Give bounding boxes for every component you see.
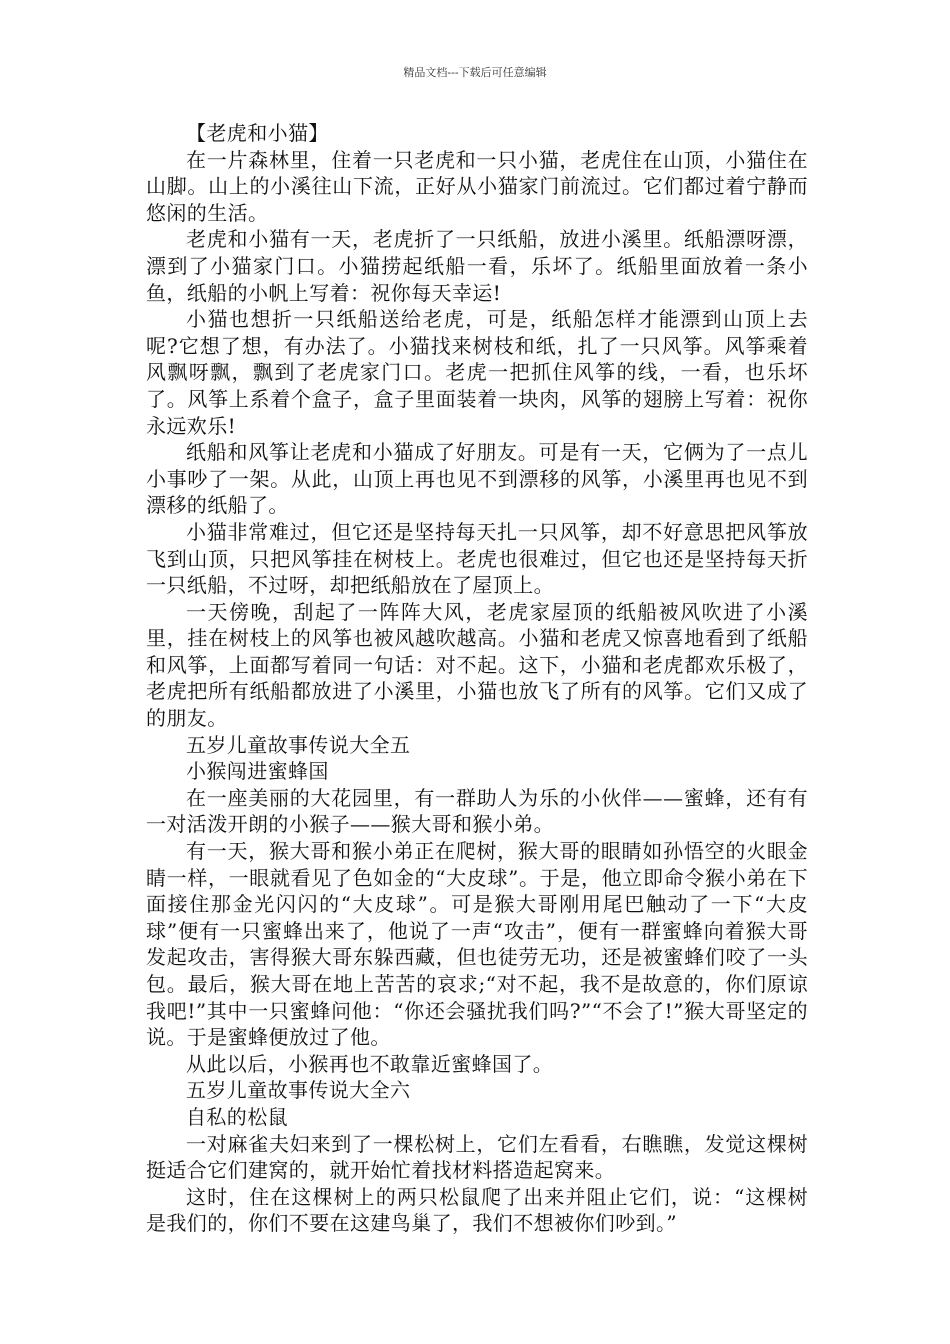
paragraph: 小猫非常难过，但它还是坚持每天扎一只风筝，却不好意思把风筝放飞到山顶，只把风筝挂在树枝上。老虎也很难过，但它也还是坚持每天折一只纸船，不过呀，却把纸船放在了屋顶上。 xyxy=(146,519,808,598)
paragraph: 一天傍晚，刮起了一阵阵大风，老虎家屋顶的纸船被风吹进了小溪里，挂在树枝上的风筝也被风越吹越高。小猫和老虎又惊喜地看到了纸船和风筝，上面都写着同一句话：对不起。这下，小猫和老虎都欢乐极了，老虎把所有纸船都放进了小溪里，小猫也放飞了所有的风筝。它们又成了的朋友。 xyxy=(146,599,808,731)
section-heading: 五岁儿童故事传说大全六 xyxy=(186,1078,411,1103)
story-title: 自私的松鼠 xyxy=(186,1104,288,1129)
paragraph: 这时，住在这棵树上的两只松鼠爬了出来并阻止它们，说：“这棵树是我们的，你们不要在这建鸟巢了，我们不想被你们吵到。” xyxy=(146,1184,808,1236)
section-heading: 五岁儿童故事传说大全五 xyxy=(186,732,411,757)
paragraph: 老虎和小猫有一天，老虎折了一只纸船，放进小溪里。纸船漂呀漂，漂到了小猫家门口。小猫捞起纸船一看，乐坏了。纸船里面放着一条小鱼，纸船的小帆上写着：祝你每天幸运! xyxy=(146,227,808,305)
story-title: 小猴闯进蜜蜂国 xyxy=(186,759,329,784)
paragraph: 纸船和风筝让老虎和小猫成了好朋友。可是有一天，它俩为了一点儿小事吵了一架。从此，山顶上再也见不到漂移的风筝，小溪里再也见不到漂移的纸船了。 xyxy=(146,440,808,518)
paragraph: 有一天，猴大哥和猴小弟正在爬树，猴大哥的眼睛如孙悟空的火眼金睛一样，一眼就看见了色如金的“大皮球”。于是，他立即命令猴小弟在下面接住那金光闪闪的“大皮球”。可是猴大哥刚用尾巴触动了一下“大皮球”便有一只蜜蜂出来了，他说了一声“攻击”，便有一群蜜蜂向着猴大哥发起攻击，害得猴大哥东躲西藏，但也徒劳无功，还是被蜜蜂们咬了一头包。最后，猴大哥在地上苦苦的哀求;“对不起，我不是故意的，你们原谅我吧!”其中一只蜜蜂问他：“你还会骚扰我们吗?”“不会了!”猴大哥坚定的说。于是蜜蜂便放过了他。 xyxy=(146,839,808,1050)
paragraph: 在一座美丽的大花园里，有一群助人为乐的小伙伴——蜜蜂，还有有一对活泼开朗的小猴子——猴大哥和猴小弟。 xyxy=(146,785,808,837)
page-header: 精品文档---下载后可任意编辑 xyxy=(403,66,547,79)
paragraph: 一对麻雀夫妇来到了一棵松树上，它们左看看，右瞧瞧，发觉这棵树挺适合它们建窝的，就开始忙着找材料搭造起窝来。 xyxy=(146,1131,808,1183)
document-body xyxy=(146,120,808,1237)
paragraph: 从此以后，小猴再也不敢靠近蜜蜂国了。 xyxy=(186,1051,554,1076)
paragraph: 小猫也想折一只纸船送给老虎，可是，纸船怎样才能漂到山顶上去呢?它想了想，有办法了。小猫找来树枝和纸，扎了一只风筝。风筝乘着风飘呀飘，飘到了老虎家门口。老虎一把抓住风筝的线，一看，也乐坏了。风筝上系着个盒子，盒子里面装着一块肉，风筝的翅膀上写着：祝你永远欢乐! xyxy=(146,307,808,438)
story-title: 【老虎和小猫】 xyxy=(186,121,329,145)
paragraph: 在一片森林里，住着一只老虎和一只小猫，老虎住在山顶，小猫住在山脚。山上的小溪往山下流，正好从小猫家门前流过。它们都过着宁静而悠闲的生活。 xyxy=(146,147,808,225)
